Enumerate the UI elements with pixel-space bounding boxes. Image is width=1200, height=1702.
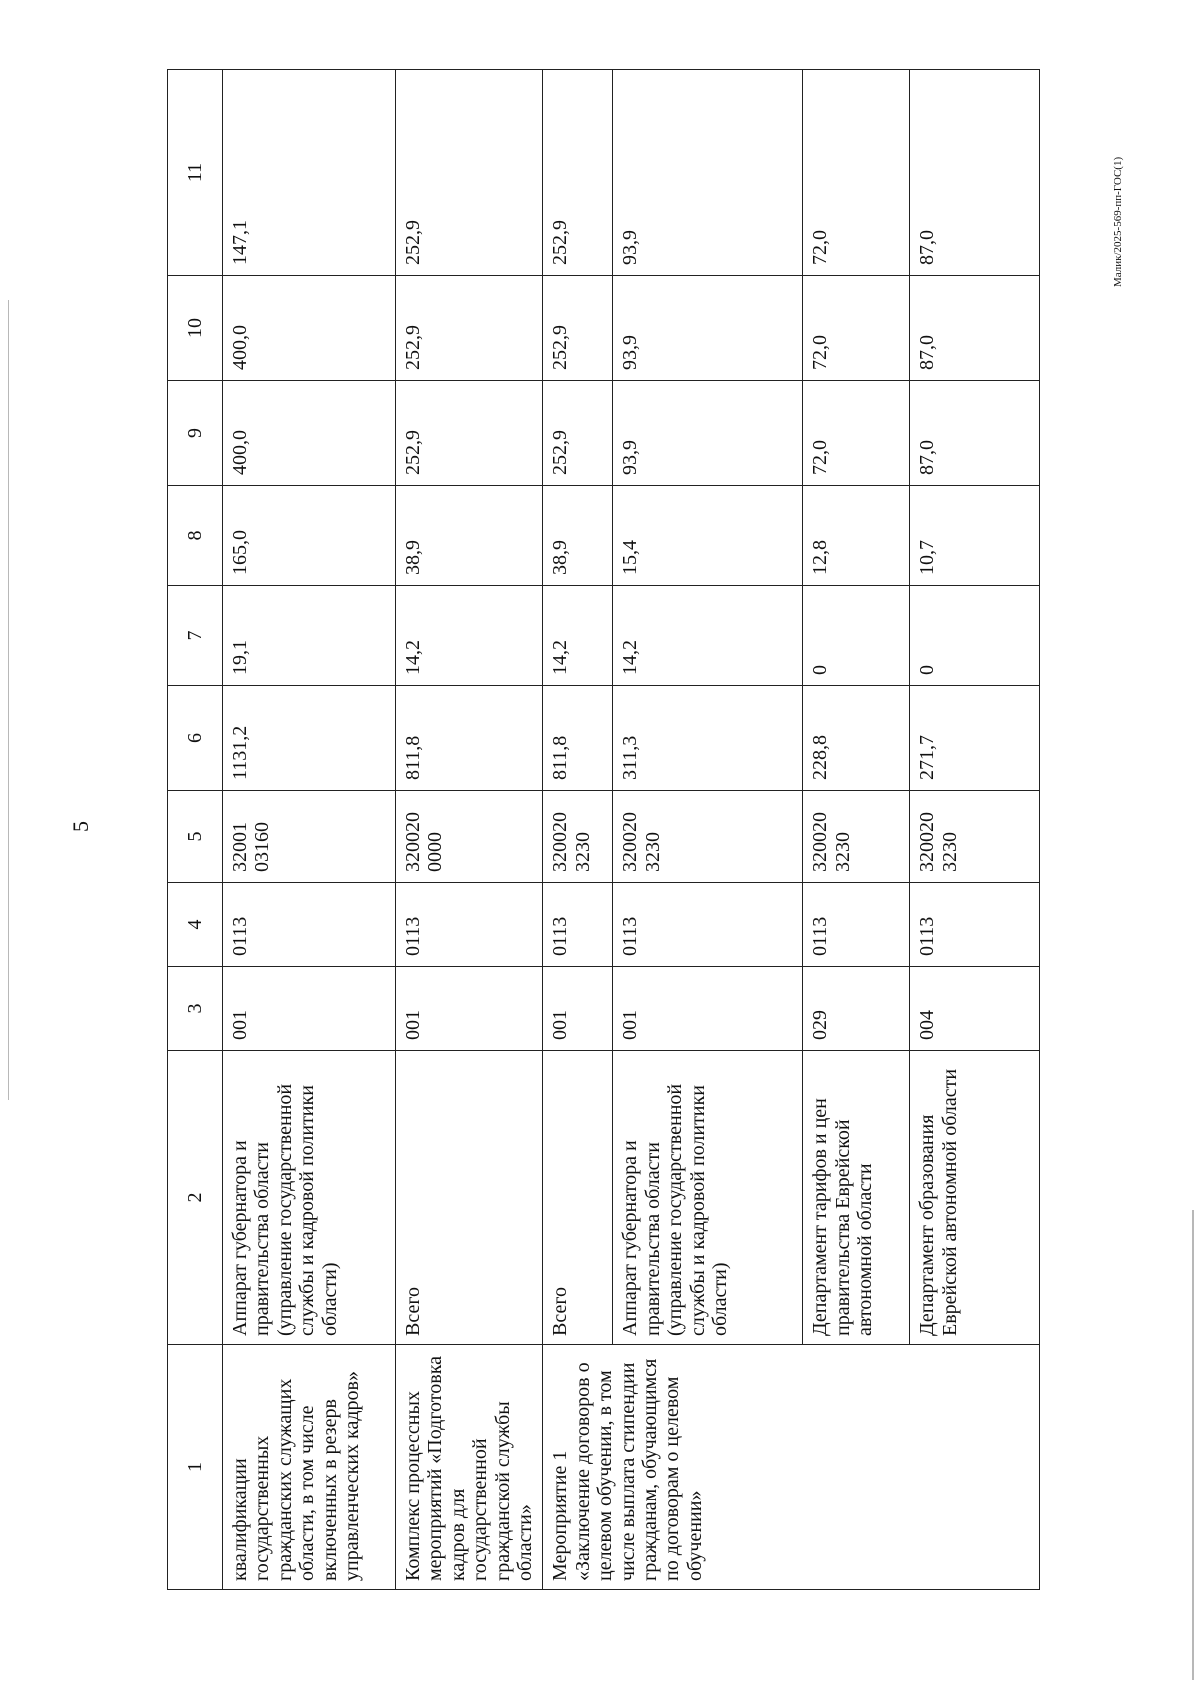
executor-cell: Департамент тарифов и цен правительства Еврейской автономной области bbox=[803, 1051, 910, 1345]
value-cell-7: 14,2 bbox=[543, 586, 613, 686]
scan-artifact-right bbox=[1192, 1210, 1194, 1680]
executor-cell: Департамент образования Еврейской автономной области bbox=[910, 1051, 1040, 1345]
value-cell-6: 811,8 bbox=[543, 686, 613, 791]
row-description: Мероприятие 1 «Заключение договоров о целевом обучении, в том числе выплата стипендии гражданам, обучающимся по договорам о целевом обучении» bbox=[543, 1345, 1040, 1590]
grbs-code-cell: 001 bbox=[613, 967, 803, 1051]
value-cell-8: 38,9 bbox=[396, 486, 543, 586]
target-article-cell: 320020 3230 bbox=[910, 791, 1040, 883]
target-article-cell: 320020 3230 bbox=[803, 791, 910, 883]
value-cell-6: 311,3 bbox=[613, 686, 803, 791]
value-cell-6: 1131,2 bbox=[223, 686, 396, 791]
executor-cell: Аппарат губернатора и правительства области (управление государственной службы и кадровой политики области) bbox=[613, 1051, 803, 1345]
row-description: квалификации государственных гражданских служащих области, в том числе включенных в резерв управленческих кадров» bbox=[223, 1345, 396, 1590]
value-cell-7: 0 bbox=[910, 586, 1040, 686]
value-cell-6: 271,7 bbox=[910, 686, 1040, 791]
section-code-cell: 0113 bbox=[803, 883, 910, 967]
col-header-7: 7 bbox=[168, 586, 223, 686]
value-cell-7: 14,2 bbox=[396, 586, 543, 686]
value-cell-10: 87,0 bbox=[910, 276, 1040, 381]
executor-cell: Всего bbox=[396, 1051, 543, 1345]
target-article-cell: 320020 3230 bbox=[613, 791, 803, 883]
value-cell-11: 147,1 bbox=[223, 70, 396, 276]
value-cell-9: 93,9 bbox=[613, 381, 803, 486]
executor-cell: Аппарат губернатора и правительства области (управление государственной службы и кадровой политики области) bbox=[223, 1051, 396, 1345]
scan-artifact-left bbox=[8, 300, 9, 1100]
value-cell-11: 72,0 bbox=[803, 70, 910, 276]
executor-cell: Всего bbox=[543, 1051, 613, 1345]
value-cell-10: 72,0 bbox=[803, 276, 910, 381]
value-cell-10: 252,9 bbox=[396, 276, 543, 381]
value-cell-11: 93,9 bbox=[613, 70, 803, 276]
section-code-cell: 0113 bbox=[396, 883, 543, 967]
value-cell-9: 252,9 bbox=[543, 381, 613, 486]
section-code-cell: 0113 bbox=[910, 883, 1040, 967]
table-row bbox=[396, 70, 543, 1590]
section-code-cell: 0113 bbox=[613, 883, 803, 967]
value-cell-7: 14,2 bbox=[613, 586, 803, 686]
table-row bbox=[223, 70, 396, 1590]
col-header-6: 6 bbox=[168, 686, 223, 791]
grbs-code-cell: 001 bbox=[223, 967, 396, 1051]
target-article-cell: 32001 03160 bbox=[223, 791, 396, 883]
col-header-9: 9 bbox=[168, 381, 223, 486]
value-cell-9: 72,0 bbox=[803, 381, 910, 486]
row-description: Комплекс процессных мероприятий «Подготовка кадров для государственной гражданской службы области» bbox=[396, 1345, 543, 1590]
value-cell-7: 19,1 bbox=[223, 586, 396, 686]
value-cell-8: 10,7 bbox=[910, 486, 1040, 586]
document-code: Малик/2025-569-пп-ГОС(1) bbox=[1112, 156, 1124, 287]
value-cell-8: 38,9 bbox=[543, 486, 613, 586]
budget-table bbox=[167, 69, 1040, 1590]
budget-table-container bbox=[167, 70, 1022, 1590]
table-row bbox=[543, 70, 613, 1590]
value-cell-11: 252,9 bbox=[396, 70, 543, 276]
value-cell-8: 15,4 bbox=[613, 486, 803, 586]
col-header-3: 3 bbox=[168, 967, 223, 1051]
value-cell-9: 252,9 bbox=[396, 381, 543, 486]
value-cell-7: 0 bbox=[803, 586, 910, 686]
value-cell-9: 400,0 bbox=[223, 381, 396, 486]
value-cell-11: 87,0 bbox=[910, 70, 1040, 276]
value-cell-10: 93,9 bbox=[613, 276, 803, 381]
col-header-8: 8 bbox=[168, 486, 223, 586]
section-code-cell: 0113 bbox=[543, 883, 613, 967]
grbs-code-cell: 004 bbox=[910, 967, 1040, 1051]
value-cell-10: 400,0 bbox=[223, 276, 396, 381]
value-cell-6: 228,8 bbox=[803, 686, 910, 791]
grbs-code-cell: 029 bbox=[803, 967, 910, 1051]
header-row bbox=[168, 70, 223, 1590]
col-header-2: 2 bbox=[168, 1051, 223, 1345]
col-header-10: 10 bbox=[168, 276, 223, 381]
target-article-cell: 320020 0000 bbox=[396, 791, 543, 883]
section-code-cell: 0113 bbox=[223, 883, 396, 967]
value-cell-8: 12,8 bbox=[803, 486, 910, 586]
value-cell-8: 165,0 bbox=[223, 486, 396, 586]
target-article-cell: 320020 3230 bbox=[543, 791, 613, 883]
value-cell-10: 252,9 bbox=[543, 276, 613, 381]
col-header-5: 5 bbox=[168, 791, 223, 883]
col-header-4: 4 bbox=[168, 883, 223, 967]
value-cell-6: 811,8 bbox=[396, 686, 543, 791]
col-header-11: 11 bbox=[168, 70, 223, 276]
col-header-1: 1 bbox=[168, 1345, 223, 1590]
grbs-code-cell: 001 bbox=[396, 967, 543, 1051]
grbs-code-cell: 001 bbox=[543, 967, 613, 1051]
value-cell-9: 87,0 bbox=[910, 381, 1040, 486]
value-cell-11: 252,9 bbox=[543, 70, 613, 276]
page-number: 5 bbox=[68, 821, 93, 832]
